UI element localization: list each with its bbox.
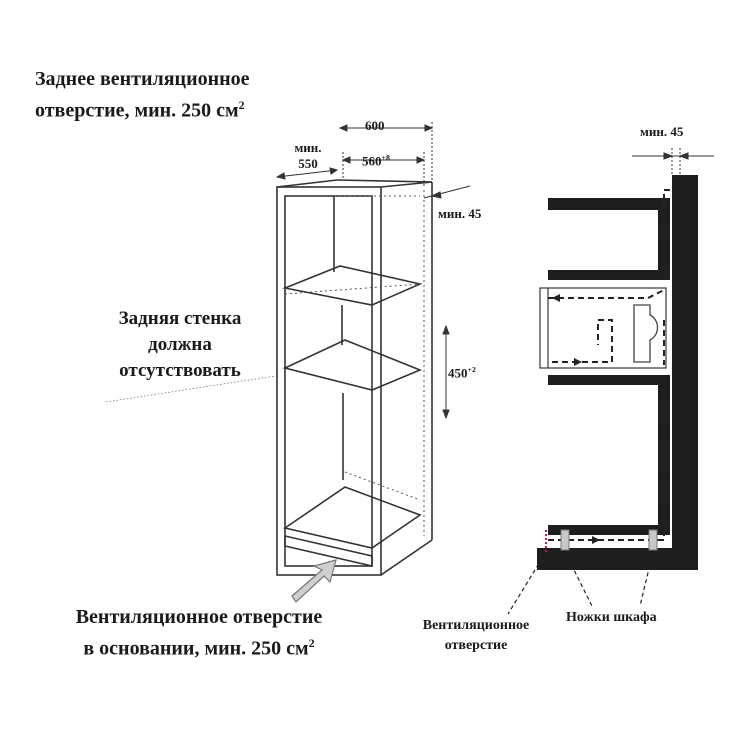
rear-vent-line2: отверстие, мин. 250 $см^2$ xyxy=(35,98,245,122)
dim-width-inner-tol: +8 xyxy=(381,153,390,162)
rear-vent-label xyxy=(35,66,250,124)
dim-depth-value: 550 xyxy=(298,156,318,171)
cabinet-frame xyxy=(277,180,432,575)
shelf-bottom xyxy=(285,487,420,548)
base-vent-line1: Вентиляционное отверстие xyxy=(75,606,323,628)
base-vent-line2: в основании, мин. 250 $см^2$ xyxy=(83,636,315,660)
foot-front xyxy=(561,530,569,550)
wall-gap-dimension xyxy=(632,148,714,176)
cabinet-front-outer xyxy=(277,187,381,575)
rear-vent-line1: Заднее вентиляционное xyxy=(35,68,250,90)
airflow-arrows xyxy=(552,195,668,544)
cabinet-front-inner xyxy=(285,196,372,566)
rear-vent-sup: 2 xyxy=(238,98,245,112)
foot-back xyxy=(649,530,657,550)
dim-depth-min xyxy=(290,140,326,172)
shelf-middle xyxy=(285,340,420,390)
cabinet-feet-label: Ножки шкафа xyxy=(566,610,657,625)
dim-depth-prefix: мин. xyxy=(294,140,322,155)
back-wall-line1: Задняя стенка xyxy=(118,308,242,329)
dim-width-inner: $560^{+8}$ xyxy=(362,153,390,169)
dim-height-niche: $450^{+2}$ xyxy=(448,365,476,381)
shelves xyxy=(285,266,420,566)
base-vent-sup: 2 xyxy=(308,636,315,650)
dim-width-outer: 600 xyxy=(365,118,385,133)
back-wall xyxy=(672,175,698,560)
side-vent-line2: отверстие xyxy=(444,638,508,653)
cabinet-base xyxy=(537,548,698,570)
wall-section xyxy=(537,175,698,570)
dim-height-niche-tol: +2 xyxy=(467,365,476,374)
side-vent-line1: Вентиляционное xyxy=(422,618,530,633)
dim-gap-top: мин. 45 xyxy=(438,206,482,221)
back-wall-line2: должна xyxy=(148,334,212,355)
base-vent-label xyxy=(40,604,358,662)
side-vent-label xyxy=(400,616,552,656)
back-wall-line3: отсутствовать xyxy=(119,360,241,381)
back-wall-label xyxy=(90,306,270,384)
dim-gap-wall: мин. 45 xyxy=(640,124,684,139)
